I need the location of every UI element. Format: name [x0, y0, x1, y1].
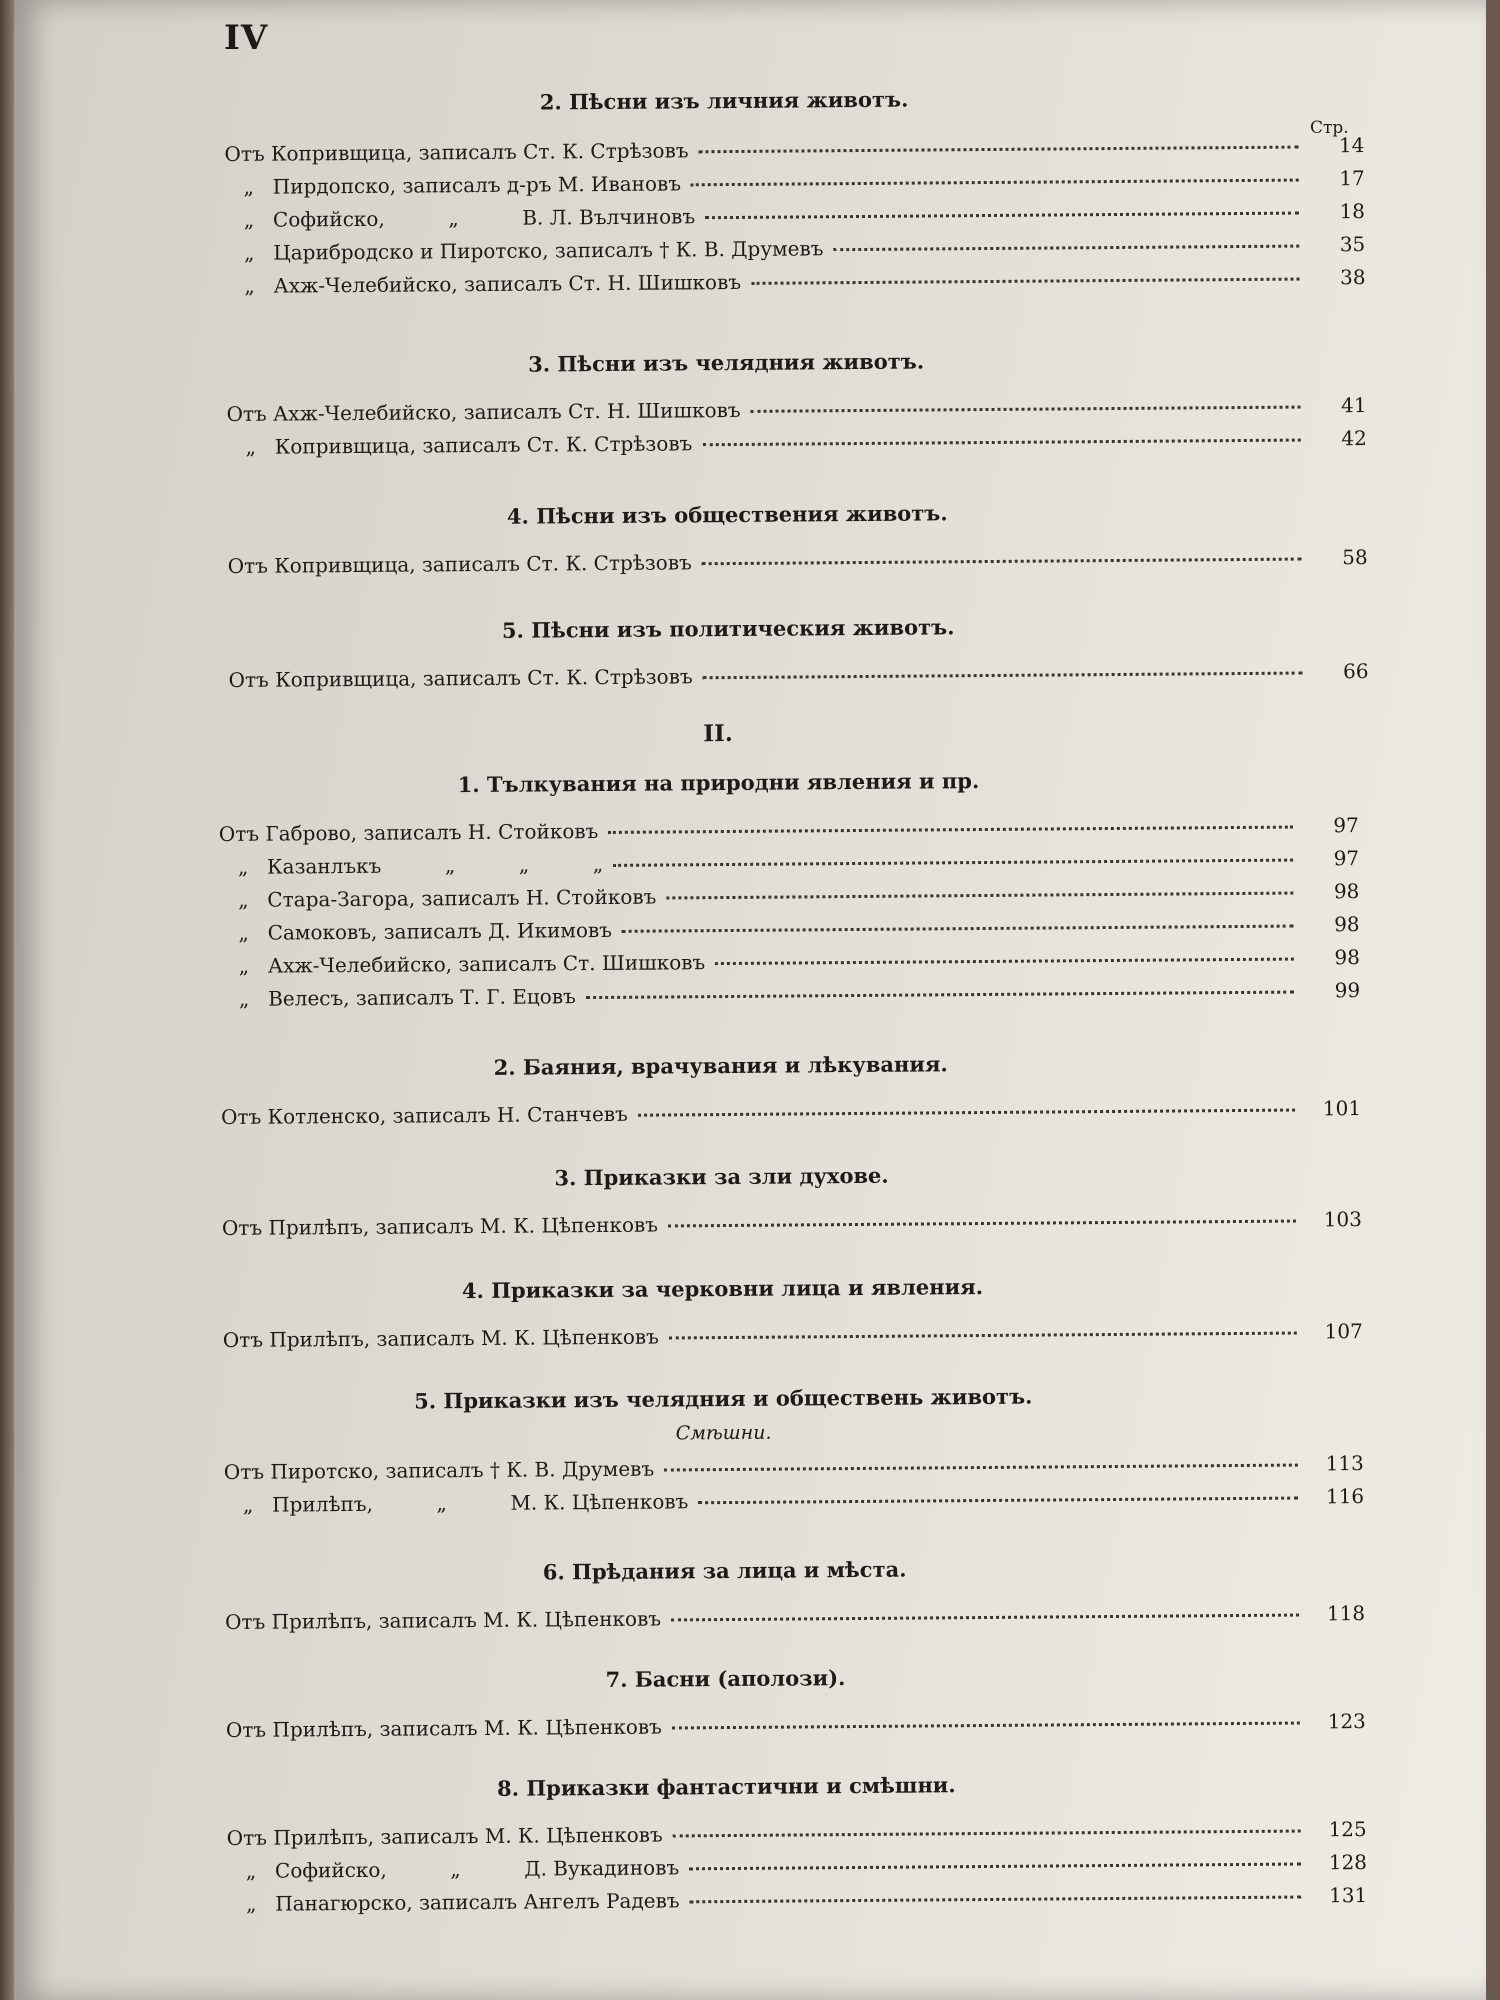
section-title: 3. Пѣсни изъ челядния животъ. [528, 348, 925, 377]
entry-page: 113 [1325, 1451, 1364, 1476]
leader-dots [638, 1108, 1295, 1117]
leader-dots [702, 438, 1300, 447]
section-title: 6. Прѣдания за лица и мѣста. [542, 1556, 907, 1585]
toc-entry [224, 1451, 1364, 1490]
entry-page: 101 [1322, 1096, 1362, 1121]
entry-label: Отъ Габрово, записалъ Н. Стойковъ [218, 819, 599, 846]
ditto-mark: „ [242, 1492, 254, 1517]
entry-label: Отъ Ахж-Челебийско, записалъ Ст. Н. Шишковъ [226, 397, 741, 426]
leader-dots [664, 1463, 1298, 1472]
entry-page: 123 [1327, 1709, 1366, 1734]
section-title: 5. Приказки изъ челядния и обществень животъ. [414, 1383, 1033, 1414]
entry-page: 97 [1333, 846, 1360, 871]
leader-dots [699, 145, 1299, 154]
entry-label: Отъ Прилѣпъ, записалъ М. К. Цѣпенковъ [224, 1606, 662, 1634]
entry-label: Панагюрско, записалъ Ангелъ Радевъ [275, 1888, 680, 1916]
document-page [14, 0, 1486, 2000]
entry-page: 98 [1333, 879, 1360, 904]
entry-label: Отъ Прилѣпъ, записалъ М. К. Цѣпенковъ [225, 1714, 662, 1742]
entry-label: Отъ Прилѣпъ, записалъ М. К. Цѣпенковъ [226, 1822, 663, 1850]
toc-entry [225, 166, 1365, 205]
entry-label: Отъ Прилѣпъ, записалъ М. К. Цѣпенковъ [222, 1324, 659, 1352]
entry-label: Отъ Прилѣпъ, записалъ М. К. Цѣпенковъ [221, 1212, 659, 1240]
ditto-mark: „ [238, 986, 250, 1011]
entry-label: Ахж-Челебийско, записалъ Ст. Шишковъ [267, 950, 706, 978]
entry-label: Копривщица, записалъ Ст. К. Стрѣзовъ [274, 431, 693, 459]
page-number: IV [224, 18, 269, 58]
ditto-mark: „ [243, 207, 255, 232]
entry-page: 97 [1333, 813, 1359, 838]
toc-entry [223, 1319, 1363, 1358]
toc-entry [225, 232, 1365, 271]
toc-entry [221, 1096, 1361, 1135]
leader-dots [698, 1496, 1298, 1505]
entry-label: Царибродско и Пиротско, записалъ † К. В. Друмевъ [273, 236, 824, 265]
entry-label: Стара-Загора, записалъ Н. Стойковъ [267, 884, 657, 912]
section-title: 5. Пѣсни изъ политическия животъ. [501, 614, 955, 643]
ditto-mark: „ [245, 1858, 257, 1883]
entry-label: Отъ Копривщица, записалъ Ст. К. Стрѣзовъ [227, 550, 692, 578]
leader-dots [751, 405, 1301, 413]
toc-entry [226, 393, 1366, 432]
toc-entry [227, 426, 1367, 465]
leader-dots [586, 990, 1294, 1000]
entry-label: Отъ Котленско, записалъ Н. Станчевъ [220, 1101, 628, 1129]
leader-dots [703, 671, 1303, 680]
section-title: 4. Приказки за черковни лица и явления. [461, 1274, 984, 1304]
toc-entry [220, 978, 1360, 1017]
entry-page: 58 [1342, 545, 1368, 570]
ditto-mark: „ [245, 434, 257, 459]
leader-dots [613, 858, 1293, 867]
leader-dots [691, 178, 1299, 187]
toc-entry [227, 1817, 1367, 1856]
entry-label: Самоковъ, записалъ Д. Икимовъ [267, 917, 613, 945]
toc-entry [228, 545, 1368, 584]
section-title: 2. Баяния, врачувания и лѣкувания. [493, 1051, 948, 1080]
section-subtitle: Смѣшни. [675, 1421, 772, 1445]
entry-label: Софийско, „ Д. Вукадиновъ [274, 1855, 680, 1883]
entry-page: 18 [1339, 199, 1366, 224]
ditto-mark: „ [237, 854, 249, 879]
entry-page: 17 [1339, 166, 1365, 191]
entry-label: Прилѣпъ, „ М. К. Цѣпенковъ [272, 1489, 689, 1517]
toc-entry [227, 1850, 1367, 1889]
entry-page: 107 [1324, 1319, 1363, 1344]
toc-entry [224, 133, 1364, 172]
toc-entry [219, 846, 1359, 885]
leader-dots [622, 924, 1294, 933]
leader-dots [669, 1331, 1297, 1340]
section-title: 4. Пѣсни изъ обществения животъ. [506, 500, 948, 529]
section-title: 7. Басни (аполози). [605, 1665, 846, 1692]
entry-page: 98 [1334, 912, 1360, 937]
toc-entry [225, 199, 1365, 238]
toc-entry [225, 1601, 1365, 1640]
ditto-mark: „ [238, 920, 249, 945]
entry-label: Велесъ, записалъ Т. Г. Ецовъ [268, 984, 576, 1011]
entry-page: 128 [1328, 1850, 1368, 1875]
leader-dots [672, 1721, 1300, 1730]
part-heading: II. [703, 719, 733, 748]
ditto-mark: „ [238, 887, 249, 912]
ditto-mark: „ [245, 1891, 257, 1916]
toc-entry [219, 879, 1359, 918]
entry-label: Софийско, „ В. Л. Вълчиновъ [272, 204, 696, 232]
leader-dots [689, 1862, 1301, 1871]
entry-label: Отъ Копривщица, записалъ Ст. К. Стрѣзовъ [224, 138, 689, 166]
leader-dots [715, 957, 1294, 966]
leader-dots [705, 211, 1299, 220]
toc-entry [229, 659, 1369, 698]
entry-label: Ахж-Челебийско, записалъ Ст. Н. Шишковъ [273, 269, 742, 298]
toc-entry [220, 912, 1360, 951]
ditto-mark: „ [244, 273, 255, 298]
entry-page: 131 [1328, 1883, 1368, 1908]
entry-label: Пирдопско, записалъ д-ръ М. Ивановъ [272, 171, 682, 199]
entry-page: 103 [1323, 1207, 1363, 1232]
entry-page: 98 [1334, 945, 1360, 970]
entry-page: 125 [1328, 1817, 1367, 1842]
entry-page: 42 [1341, 426, 1367, 451]
leader-dots [666, 891, 1293, 900]
toc-entry [224, 1484, 1364, 1523]
leader-dots [673, 1829, 1301, 1838]
entry-label: Казанлъкъ „ „ „ [267, 851, 604, 879]
leader-dots [671, 1613, 1299, 1622]
ditto-mark: „ [238, 953, 250, 978]
toc-entry [225, 265, 1365, 304]
leader-dots [690, 1895, 1302, 1904]
leader-dots [833, 244, 1299, 252]
ditto-mark: „ [243, 240, 255, 265]
entry-page: 99 [1334, 978, 1361, 1003]
entry-page: 66 [1343, 659, 1369, 684]
section-title: 1. Тълкувания на природни явления и пр. [457, 768, 980, 798]
toc-entry [222, 1207, 1362, 1246]
toc-entry [220, 945, 1360, 984]
page-column-label: Стр. [1310, 118, 1349, 138]
entry-page: 38 [1339, 265, 1366, 290]
section-title: 3. Приказки за зли духове. [554, 1162, 889, 1191]
entry-page: 14 [1338, 133, 1365, 158]
section-title: 2. Пѣсни изъ личния животъ. [539, 86, 909, 115]
entry-label: Отъ Копривщица, записалъ Ст. К. Стрѣзовъ [228, 664, 693, 692]
entry-page: 116 [1325, 1484, 1365, 1509]
ditto-mark: „ [243, 174, 255, 199]
leader-dots [608, 825, 1293, 834]
toc-entry [219, 813, 1359, 852]
leader-dots [668, 1219, 1296, 1228]
leader-dots [751, 277, 1300, 285]
toc-entry [227, 1883, 1367, 1922]
entry-page: 41 [1340, 393, 1367, 418]
toc-entry [226, 1709, 1366, 1748]
book-spine-edge [0, 0, 14, 2000]
entry-label: Отъ Пиротско, записалъ † К. В. Друмевъ [223, 1456, 655, 1484]
entry-page: 118 [1326, 1601, 1366, 1626]
section-title: 8. Приказки фантастични и смѣшни. [496, 1772, 956, 1801]
leader-dots [702, 557, 1302, 566]
entry-page: 35 [1339, 232, 1366, 257]
